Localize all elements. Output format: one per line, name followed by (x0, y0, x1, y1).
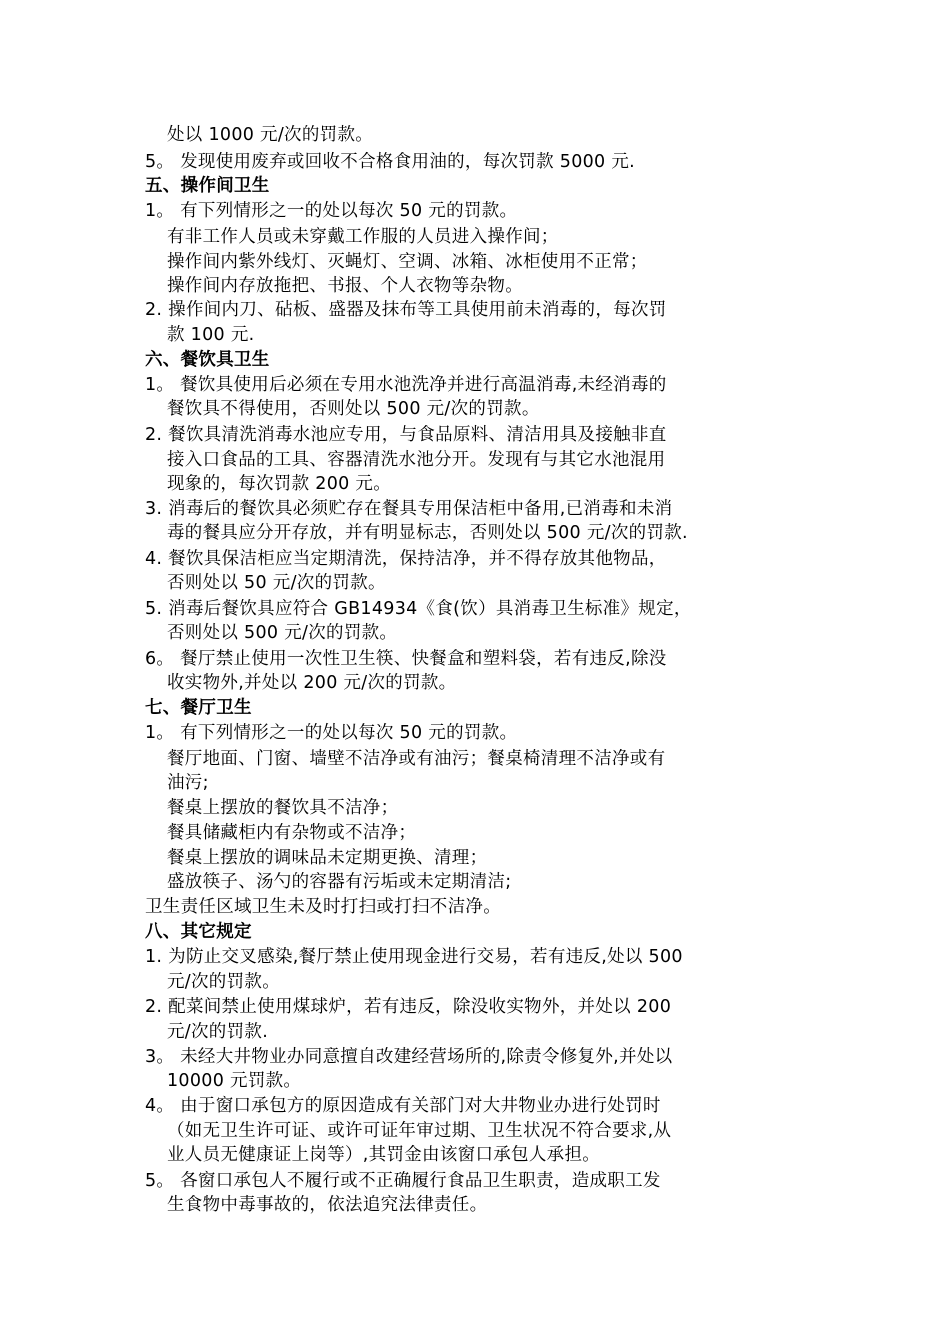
section-heading: 五、操作间卫生 (145, 176, 270, 196)
text-line: 处以 1000 元/次的罚款。 (167, 125, 374, 145)
text-line: 5。 发现使用废弃或回收不合格食用油的，每次罚款 5000 元. (145, 152, 636, 172)
text-line: 收实物外,并处以 200 元/次的罚款。 (167, 673, 457, 693)
text-line: 元/次的罚款. (167, 1022, 269, 1042)
text-line: 卫生责任区域卫生未及时打扫或打扫不洁净。 (145, 897, 501, 917)
text-line: 5. 消毒后餐饮具应符合 GB14934《食(饮）具消毒卫生标准》规定， (145, 599, 692, 619)
text-line: 1。 有下列情形之一的处以每次 50 元的罚款。 (145, 723, 518, 743)
section-heading: 七、餐厅卫生 (145, 698, 252, 718)
text-line: 5。 各窗口承包人不履行或不正确履行食品卫生职责，造成职工发 (145, 1171, 661, 1191)
text-line: 4。 由于窗口承包方的原因造成有关部门对大井物业办进行处罚时 (145, 1096, 661, 1116)
text-line: 操作间内存放拖把、书报、个人衣物等杂物。 (167, 276, 523, 296)
text-line: 1. 为防止交叉感染,餐厅禁止使用现金进行交易，若有违反,处以 500 (145, 947, 683, 967)
text-line: 否则处以 500 元/次的罚款。 (167, 623, 398, 643)
text-line: 餐具储藏柜内有杂物或不洁净； (167, 823, 417, 843)
text-line: 3. 消毒后的餐饮具必须贮存在餐具专用保洁柜中备用,已消毒和未消 (145, 499, 673, 519)
text-line: 1。 有下列情形之一的处以每次 50 元的罚款。 (145, 201, 518, 221)
text-line: 10000 元罚款。 (167, 1071, 302, 1091)
text-line: 2. 餐饮具清洗消毒水池应专用，与食品原料、清洁用具及接触非直 (145, 425, 667, 445)
text-line: 否则处以 50 元/次的罚款。 (167, 573, 386, 593)
text-line: 有非工作人员或未穿戴工作服的人员进入操作间； (167, 227, 559, 247)
text-line: 2. 操作间内刀、砧板、盛器及抹布等工具使用前未消毒的，每次罚 (145, 300, 667, 320)
text-line: 业人员无健康证上岗等）,其罚金由该窗口承包人承担。 (167, 1145, 601, 1165)
text-line: 1。 餐饮具使用后必须在专用水池洗净并进行高温消毒,未经消毒的 (145, 375, 667, 395)
text-line: 毒的餐具应分开存放，并有明显标志，否则处以 500 元/次的罚款. (167, 523, 688, 543)
text-line: 6。 餐厅禁止使用一次性卫生筷、快餐盒和塑料袋，若有违反,除没 (145, 649, 667, 669)
text-line: 餐饮具不得使用，否则处以 500 元/次的罚款。 (167, 399, 540, 419)
text-line: 接入口食品的工具、容器清洗水池分开。发现有与其它水池混用 (167, 450, 666, 470)
text-line: 操作间内紫外线灯、灭蝇灯、空调、冰箱、冰柜使用不正常； (167, 252, 648, 272)
text-line: 款 100 元. (167, 325, 255, 345)
text-line: 盛放筷子、汤勺的容器有污垢或未定期清洁; (167, 872, 512, 892)
text-line: 生食物中毒事故的，依法追究法律责任。 (167, 1195, 488, 1215)
text-line: 2. 配菜间禁止使用煤球炉，若有违反，除没收实物外，并处以 200 (145, 997, 672, 1017)
text-line: 餐厅地面、门窗、墙壁不洁净或有油污；餐桌椅清理不洁净或有 (167, 749, 666, 769)
section-heading: 八、其它规定 (145, 922, 252, 942)
text-line: （如无卫生许可证、或许可证年审过期、卫生状况不符合要求,从 (167, 1121, 672, 1141)
text-line: 油污; (167, 773, 209, 793)
text-line: 餐桌上摆放的调味品未定期更换、清理； (167, 848, 488, 868)
text-line: 元/次的罚款。 (167, 972, 280, 992)
text-line: 餐桌上摆放的餐饮具不洁净； (167, 798, 399, 818)
text-line: 3。 未经大井物业办同意擅自改建经营场所的,除责令修复外,并处以 (145, 1047, 673, 1067)
section-heading: 六、餐饮具卫生 (145, 350, 270, 370)
text-line: 现象的，每次罚款 200 元。 (167, 474, 392, 494)
text-line: 4. 餐饮具保洁柜应当定期清洗，保持洁净，并不得存放其他物品， (145, 549, 667, 569)
